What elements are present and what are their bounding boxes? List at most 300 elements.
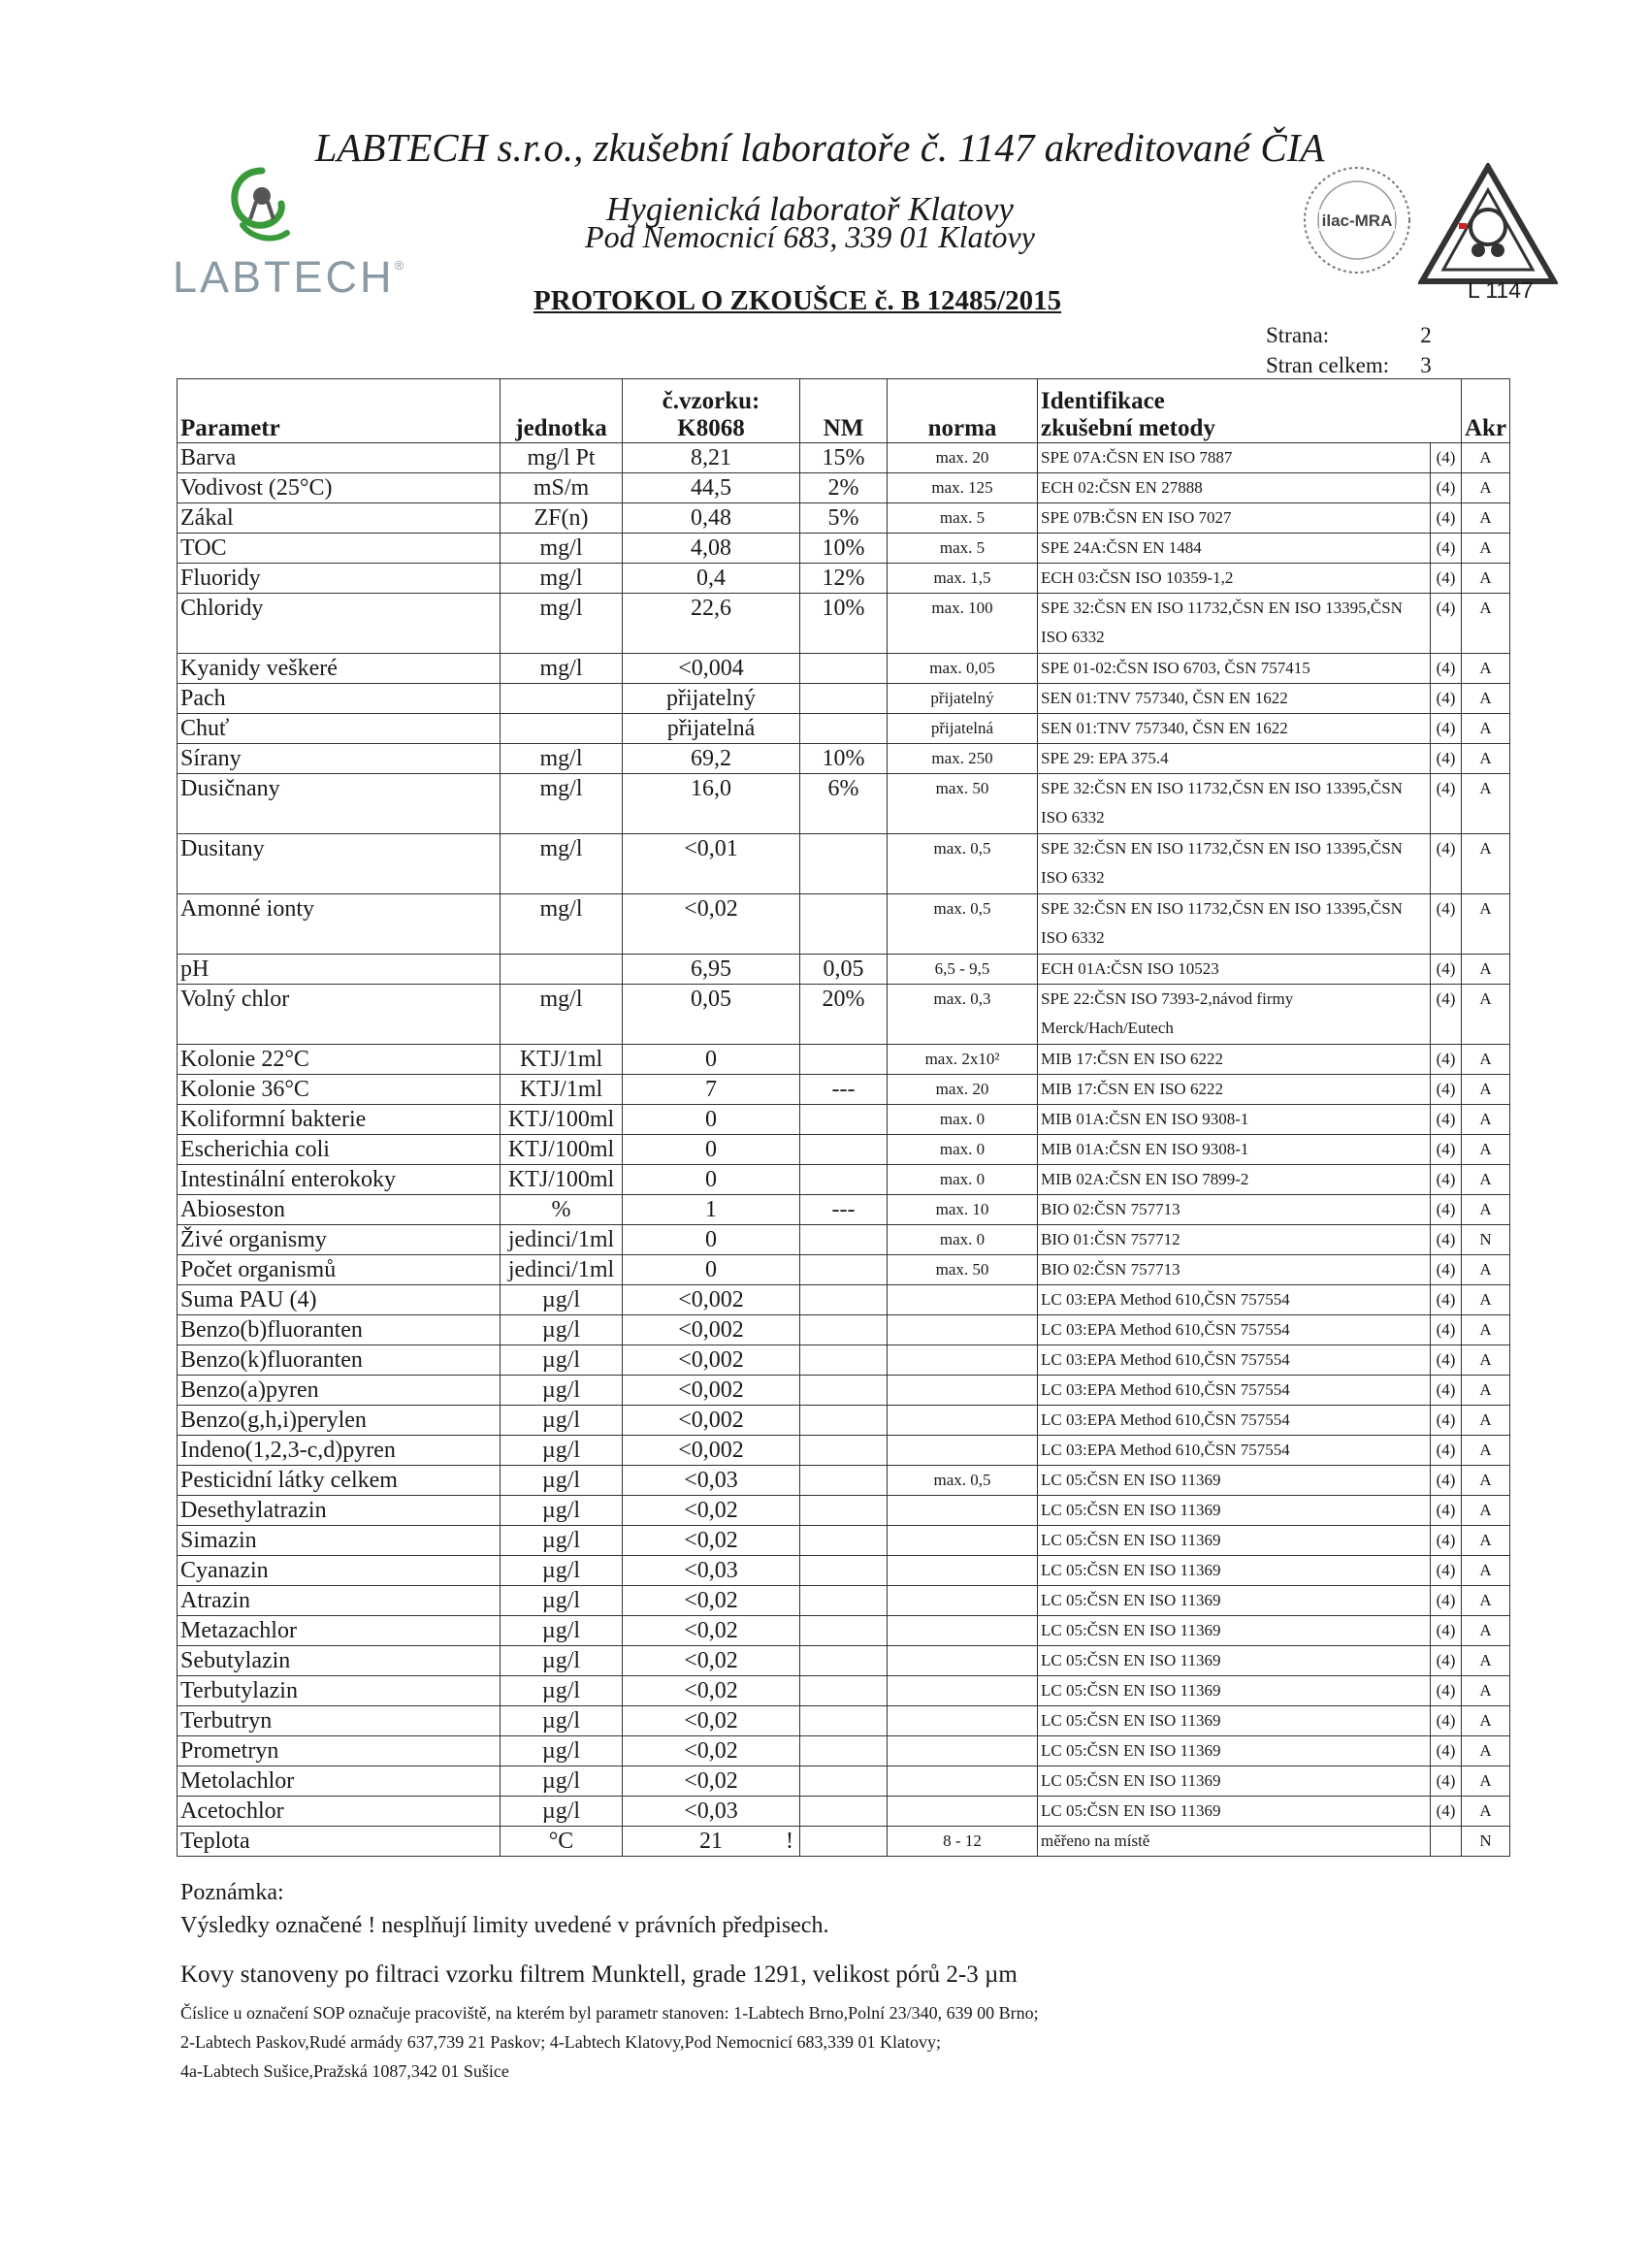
cell-jednotka: µg/l: [501, 1766, 623, 1797]
cell-norma: [888, 1436, 1038, 1466]
cell-jednotka: mg/l: [501, 834, 623, 894]
cell-akr: A: [1462, 1646, 1510, 1676]
cell-value: <0,03: [623, 1797, 800, 1827]
cell-nm: [800, 1586, 888, 1616]
cell-akr: A: [1462, 1195, 1510, 1225]
cell-parametr: Fluoridy: [178, 564, 501, 594]
cell-akr: A: [1462, 1315, 1510, 1345]
cell-jednotka: µg/l: [501, 1496, 623, 1526]
total-pages-value: 3: [1420, 353, 1432, 377]
table-row: [178, 1586, 1510, 1616]
cell-nm: [800, 1345, 888, 1376]
cell-norma: max. 50: [888, 1255, 1038, 1285]
cell-norma: [888, 1676, 1038, 1706]
cell-lab: (4): [1431, 684, 1462, 714]
table-row: [178, 1255, 1510, 1285]
cell-akr: A: [1462, 1376, 1510, 1406]
cell-akr: A: [1462, 1496, 1510, 1526]
cell-lab: (4): [1431, 744, 1462, 774]
cell-parametr: Sírany: [178, 744, 501, 774]
cell-lab: (4): [1431, 894, 1462, 955]
cell-jednotka: jedinci/1ml: [501, 1255, 623, 1285]
cell-norma: [888, 1646, 1038, 1676]
cell-lab: (4): [1431, 1616, 1462, 1646]
table-row: [178, 1165, 1510, 1195]
cell-norma: [888, 1766, 1038, 1797]
cell-norma: max. 100: [888, 594, 1038, 654]
cell-parametr: Intestinální enterokoky: [178, 1165, 501, 1195]
cell-method: MIB 01A:ČSN EN ISO 9308-1: [1038, 1105, 1431, 1135]
cell-norma: přijatelný: [888, 684, 1038, 714]
cell-nm: 2%: [800, 473, 888, 503]
cell-nm: [800, 1045, 888, 1075]
cell-akr: A: [1462, 1706, 1510, 1736]
cell-norma: max. 0: [888, 1225, 1038, 1255]
table-body: [178, 443, 1510, 1857]
cell-nm: [800, 1766, 888, 1797]
cell-jednotka: µg/l: [501, 1676, 623, 1706]
cell-norma: přijatelná: [888, 714, 1038, 744]
cell-parametr: Terbutryn: [178, 1706, 501, 1736]
cell-akr: A: [1462, 594, 1510, 654]
cell-parametr: Kolonie 22°C: [178, 1045, 501, 1075]
cell-parametr: pH: [178, 955, 501, 985]
cell-akr: A: [1462, 1406, 1510, 1436]
table-row: [178, 985, 1510, 1045]
cell-value: 16,0: [623, 774, 800, 834]
cell-parametr: Benzo(a)pyren: [178, 1376, 501, 1406]
cell-parametr: Atrazin: [178, 1586, 501, 1616]
cell-method: LC 05:ČSN EN ISO 11369: [1038, 1797, 1431, 1827]
cell-jednotka: mS/m: [501, 473, 623, 503]
cell-akr: A: [1462, 1466, 1510, 1496]
table-row: [178, 1676, 1510, 1706]
cell-value: <0,02: [623, 1766, 800, 1797]
cell-value: 0: [623, 1135, 800, 1165]
cell-value: <0,02: [623, 1676, 800, 1706]
table-header-row: [178, 379, 1510, 443]
table-row: [178, 774, 1510, 834]
cell-value: <0,002: [623, 1436, 800, 1466]
cell-lab: (4): [1431, 1376, 1462, 1406]
cell-lab: (4): [1431, 1165, 1462, 1195]
cell-jednotka: ZF(n): [501, 503, 623, 534]
cell-method: SPE 24A:ČSN EN 1484: [1038, 534, 1431, 564]
header-norma: norma: [888, 379, 1038, 443]
cell-method: MIB 02A:ČSN EN ISO 7899-2: [1038, 1165, 1431, 1195]
cell-nm: [800, 1225, 888, 1255]
cell-parametr: Dusitany: [178, 834, 501, 894]
cell-jednotka: µg/l: [501, 1586, 623, 1616]
cell-nm: [800, 1526, 888, 1556]
cell-nm: 15%: [800, 443, 888, 473]
header-parametr: Parametr: [178, 379, 501, 443]
cell-value: přijatelná: [623, 714, 800, 744]
total-pages-label: Stran celkem:: [1266, 353, 1390, 377]
cell-lab: (4): [1431, 985, 1462, 1045]
cell-nm: [800, 1706, 888, 1736]
cell-method: LC 03:EPA Method 610,ČSN 757554: [1038, 1436, 1431, 1466]
table-row: [178, 1376, 1510, 1406]
cell-norma: [888, 1345, 1038, 1376]
cell-method: LC 05:ČSN EN ISO 11369: [1038, 1676, 1431, 1706]
cell-value: 44,5: [623, 473, 800, 503]
cell-value: 4,08: [623, 534, 800, 564]
cell-jednotka: [501, 714, 623, 744]
cell-parametr: Sebutylazin: [178, 1646, 501, 1676]
cell-lab: (4): [1431, 1766, 1462, 1797]
page-info: [1266, 320, 1440, 380]
cell-norma: max. 250: [888, 744, 1038, 774]
cell-jednotka: KTJ/1ml: [501, 1075, 623, 1105]
cell-lab: (4): [1431, 1195, 1462, 1225]
cell-jednotka: µg/l: [501, 1736, 623, 1766]
cell-value: <0,002: [623, 1315, 800, 1345]
cell-parametr: Chuť: [178, 714, 501, 744]
cell-method: BIO 02:ČSN 757713: [1038, 1195, 1431, 1225]
cell-parametr: Koliformní bakterie: [178, 1105, 501, 1135]
cell-jednotka: jedinci/1ml: [501, 1225, 623, 1255]
table-row: [178, 1496, 1510, 1526]
cell-value: 6,95: [623, 955, 800, 985]
cell-nm: [800, 1496, 888, 1526]
cell-jednotka: µg/l: [501, 1797, 623, 1827]
notes-line-5: 4a-Labtech Sušice,Pražská 1087,342 01 Sušice: [180, 2061, 509, 2081]
cell-nm: 10%: [800, 744, 888, 774]
cell-norma: max. 0,05: [888, 654, 1038, 684]
cell-norma: max. 0,5: [888, 1466, 1038, 1496]
cell-nm: [800, 1255, 888, 1285]
cell-jednotka: mg/l: [501, 744, 623, 774]
cell-value: <0,01: [623, 834, 800, 894]
cell-akr: A: [1462, 714, 1510, 744]
cell-parametr: Suma PAU (4): [178, 1285, 501, 1315]
cell-parametr: Teplota: [178, 1827, 501, 1857]
cell-norma: [888, 1616, 1038, 1646]
cell-akr: A: [1462, 1105, 1510, 1135]
cell-norma: max. 50: [888, 774, 1038, 834]
cell-lab: (4): [1431, 1646, 1462, 1676]
cell-method: BIO 01:ČSN 757712: [1038, 1225, 1431, 1255]
cell-method: LC 05:ČSN EN ISO 11369: [1038, 1766, 1431, 1797]
cell-norma: max. 1,5: [888, 564, 1038, 594]
cell-lab: (4): [1431, 1255, 1462, 1285]
cell-jednotka: KTJ/100ml: [501, 1135, 623, 1165]
cell-akr: A: [1462, 1526, 1510, 1556]
cell-akr: A: [1462, 503, 1510, 534]
table-row: [178, 714, 1510, 744]
cell-parametr: Benzo(g,h,i)perylen: [178, 1406, 501, 1436]
cell-norma: [888, 1496, 1038, 1526]
cell-method: ECH 03:ČSN ISO 10359-1,2: [1038, 564, 1431, 594]
lab-title: LABTECH s.r.o., zkušební laboratoře č. 1147 akreditované ČIA: [314, 125, 1325, 170]
cell-lab: (4): [1431, 1496, 1462, 1526]
header-sample: č.vzorku: K8068: [623, 379, 800, 443]
cell-parametr: Benzo(k)fluoranten: [178, 1345, 501, 1376]
cell-nm: 6%: [800, 774, 888, 834]
cell-lab: (4): [1431, 1466, 1462, 1496]
cell-norma: [888, 1315, 1038, 1345]
cell-value: <0,02: [623, 1646, 800, 1676]
cell-method: SPE 22:ČSN ISO 7393-2,návod firmy Merck/Hach/Eutech: [1038, 985, 1431, 1045]
cell-nm: [800, 1105, 888, 1135]
cell-lab: (4): [1431, 534, 1462, 564]
cell-jednotka: mg/l Pt: [501, 443, 623, 473]
cell-jednotka: µg/l: [501, 1436, 623, 1466]
cell-lab: (4): [1431, 503, 1462, 534]
cell-nm: [800, 654, 888, 684]
cell-nm: [800, 1827, 888, 1857]
table-row: [178, 1345, 1510, 1376]
cell-norma: max. 5: [888, 534, 1038, 564]
cell-jednotka: %: [501, 1195, 623, 1225]
table-row: [178, 443, 1510, 473]
cell-lab: (4): [1431, 1526, 1462, 1556]
cell-lab: (4): [1431, 1315, 1462, 1345]
cell-jednotka: µg/l: [501, 1376, 623, 1406]
header-akr: Akr: [1462, 379, 1510, 443]
cell-akr: N: [1462, 1225, 1510, 1255]
cell-akr: A: [1462, 985, 1510, 1045]
cell-lab: (4): [1431, 1075, 1462, 1105]
table-row: [178, 1827, 1510, 1857]
table-row: [178, 1195, 1510, 1225]
table-row: [178, 1436, 1510, 1466]
lab-name: Hygienická laboratoř Klatovy: [606, 190, 1014, 228]
cell-lab: (4): [1431, 1586, 1462, 1616]
cell-jednotka: mg/l: [501, 774, 623, 834]
cell-parametr: Zákal: [178, 503, 501, 534]
cell-lab: [1431, 1827, 1462, 1857]
cell-parametr: Pach: [178, 684, 501, 714]
cell-method: LC 05:ČSN EN ISO 11369: [1038, 1586, 1431, 1616]
cell-lab: (4): [1431, 1556, 1462, 1586]
results-table: [177, 378, 1510, 1857]
cell-norma: 8 - 12: [888, 1827, 1038, 1857]
cell-jednotka: µg/l: [501, 1706, 623, 1736]
cell-value: <0,02: [623, 1586, 800, 1616]
cell-norma: max. 2x10²: [888, 1045, 1038, 1075]
cell-method: LC 05:ČSN EN ISO 11369: [1038, 1616, 1431, 1646]
cell-method: LC 03:EPA Method 610,ČSN 757554: [1038, 1285, 1431, 1315]
ilac-mra-seal-icon: [1300, 163, 1414, 277]
cell-value: 7: [623, 1075, 800, 1105]
notes-label: Poznámka:: [180, 1880, 284, 1905]
table-row: [178, 1706, 1510, 1736]
header-jednotka: jednotka: [501, 379, 623, 443]
cell-nm: 5%: [800, 503, 888, 534]
cell-method: LC 03:EPA Method 610,ČSN 757554: [1038, 1406, 1431, 1436]
cell-lab: (4): [1431, 1436, 1462, 1466]
cia-accreditation-seal-icon: [1418, 163, 1558, 285]
page-value: 2: [1420, 323, 1432, 347]
cell-norma: 6,5 - 9,5: [888, 955, 1038, 985]
table-row: [178, 1556, 1510, 1586]
cell-norma: max. 0,3: [888, 985, 1038, 1045]
cell-value: <0,02: [623, 1496, 800, 1526]
limit-exceeded-flag: !: [786, 1829, 793, 1854]
cell-akr: A: [1462, 1165, 1510, 1195]
cell-akr: A: [1462, 534, 1510, 564]
cell-norma: max. 10: [888, 1195, 1038, 1225]
cell-lab: (4): [1431, 564, 1462, 594]
cell-jednotka: µg/l: [501, 1526, 623, 1556]
cell-value: přijatelný: [623, 684, 800, 714]
cell-method: LC 05:ČSN EN ISO 11369: [1038, 1646, 1431, 1676]
cell-method: SEN 01:TNV 757340, ČSN EN 1622: [1038, 714, 1431, 744]
cell-norma: max. 0: [888, 1165, 1038, 1195]
cell-akr: A: [1462, 955, 1510, 985]
cell-jednotka: KTJ/100ml: [501, 1105, 623, 1135]
cell-value: 0: [623, 1165, 800, 1195]
table-row: [178, 503, 1510, 534]
table-row: [178, 1135, 1510, 1165]
cell-akr: A: [1462, 1676, 1510, 1706]
cell-nm: [800, 684, 888, 714]
cell-value: <0,002: [623, 1376, 800, 1406]
cell-nm: ---: [800, 1195, 888, 1225]
cell-akr: A: [1462, 1045, 1510, 1075]
cell-parametr: Indeno(1,2,3-c,d)pyren: [178, 1436, 501, 1466]
cell-lab: (4): [1431, 1105, 1462, 1135]
cell-parametr: Terbutylazin: [178, 1676, 501, 1706]
cell-lab: (4): [1431, 473, 1462, 503]
cell-method: LC 05:ČSN EN ISO 11369: [1038, 1466, 1431, 1496]
cell-akr: A: [1462, 443, 1510, 473]
cell-akr: A: [1462, 1616, 1510, 1646]
cell-norma: max. 5: [888, 503, 1038, 534]
cell-lab: (4): [1431, 714, 1462, 744]
cell-jednotka: µg/l: [501, 1466, 623, 1496]
cell-method: SPE 32:ČSN EN ISO 11732,ČSN EN ISO 13395,ČSN ISO 6332: [1038, 894, 1431, 955]
cell-akr: A: [1462, 654, 1510, 684]
table-row: [178, 1285, 1510, 1315]
cell-akr: A: [1462, 894, 1510, 955]
cell-norma: [888, 1706, 1038, 1736]
cell-jednotka: mg/l: [501, 594, 623, 654]
cell-parametr: Barva: [178, 443, 501, 473]
cell-method: ECH 02:ČSN EN 27888: [1038, 473, 1431, 503]
cell-nm: [800, 1736, 888, 1766]
cell-value: 1: [623, 1195, 800, 1225]
cell-method: SPE 32:ČSN EN ISO 11732,ČSN EN ISO 13395,ČSN ISO 6332: [1038, 594, 1431, 654]
cell-method: SPE 32:ČSN EN ISO 11732,ČSN EN ISO 13395,ČSN ISO 6332: [1038, 774, 1431, 834]
cell-value: 0: [623, 1105, 800, 1135]
cell-norma: max. 0: [888, 1105, 1038, 1135]
table-row: [178, 1466, 1510, 1496]
cell-nm: 10%: [800, 534, 888, 564]
cell-value: 0: [623, 1225, 800, 1255]
cell-method: MIB 17:ČSN EN ISO 6222: [1038, 1075, 1431, 1105]
cell-method: SEN 01:TNV 757340, ČSN EN 1622: [1038, 684, 1431, 714]
notes: [180, 1876, 828, 1942]
table-row: [178, 534, 1510, 564]
cell-jednotka: µg/l: [501, 1285, 623, 1315]
cell-method: LC 05:ČSN EN ISO 11369: [1038, 1736, 1431, 1766]
cell-akr: A: [1462, 473, 1510, 503]
cell-method: LC 03:EPA Method 610,ČSN 757554: [1038, 1345, 1431, 1376]
table-row: [178, 1797, 1510, 1827]
cell-akr: A: [1462, 1075, 1510, 1105]
cell-norma: [888, 1526, 1038, 1556]
cell-akr: N: [1462, 1827, 1510, 1857]
cell-norma: max. 20: [888, 443, 1038, 473]
cell-norma: [888, 1556, 1038, 1586]
cell-nm: [800, 1315, 888, 1345]
cell-norma: [888, 1285, 1038, 1315]
cell-method: LC 05:ČSN EN ISO 11369: [1038, 1556, 1431, 1586]
cell-value: 22,6: [623, 594, 800, 654]
cell-nm: [800, 1376, 888, 1406]
cell-value: 0: [623, 1255, 800, 1285]
table-row: [178, 1045, 1510, 1075]
notes-line-2: Kovy stanoveny po filtraci vzorku filtrem Munktell, grade 1291, velikost pórů 2-3 µm: [180, 1961, 1018, 1988]
cell-method: MIB 01A:ČSN EN ISO 9308-1: [1038, 1135, 1431, 1165]
cell-method: LC 03:EPA Method 610,ČSN 757554: [1038, 1376, 1431, 1406]
cell-value: <0,03: [623, 1556, 800, 1586]
cell-parametr: Benzo(b)fluoranten: [178, 1315, 501, 1345]
table-row: [178, 955, 1510, 985]
cell-value: <0,02: [623, 1706, 800, 1736]
table-row: [178, 594, 1510, 654]
cell-jednotka: KTJ/100ml: [501, 1165, 623, 1195]
cell-nm: 20%: [800, 985, 888, 1045]
cell-method: SPE 07B:ČSN EN ISO 7027: [1038, 503, 1431, 534]
table-row: [178, 1105, 1510, 1135]
cell-value: <0,002: [623, 1345, 800, 1376]
cell-nm: [800, 714, 888, 744]
cell-akr: A: [1462, 1255, 1510, 1285]
cell-akr: A: [1462, 1736, 1510, 1766]
cell-jednotka: °C: [501, 1827, 623, 1857]
cell-nm: 10%: [800, 594, 888, 654]
cell-value: <0,02: [623, 1526, 800, 1556]
cell-akr: A: [1462, 1556, 1510, 1586]
table-row: [178, 1766, 1510, 1797]
cell-lab: (4): [1431, 1345, 1462, 1376]
protocol-title: PROTOKOL O ZKOUŠCE č. B 12485/2015: [534, 285, 1062, 316]
cell-parametr: Metazachlor: [178, 1616, 501, 1646]
notes-line-1: Výsledky označené ! nesplňují limity uvedené v právních předpisech.: [180, 1913, 829, 1938]
cell-parametr: Acetochlor: [178, 1797, 501, 1827]
cell-jednotka: mg/l: [501, 654, 623, 684]
cell-nm: [800, 1466, 888, 1496]
table-row: [178, 1406, 1510, 1436]
cell-norma: max. 125: [888, 473, 1038, 503]
table-row: [178, 654, 1510, 684]
cell-akr: A: [1462, 834, 1510, 894]
cell-norma: max. 0,5: [888, 834, 1038, 894]
cell-jednotka: [501, 684, 623, 714]
cell-method: SPE 29: EPA 375.4: [1038, 744, 1431, 774]
cell-nm: [800, 834, 888, 894]
cell-parametr: Vodivost (25°C): [178, 473, 501, 503]
cell-jednotka: KTJ/1ml: [501, 1045, 623, 1075]
cell-parametr: Cyanazin: [178, 1556, 501, 1586]
cell-nm: 12%: [800, 564, 888, 594]
header-nm: NM: [800, 379, 888, 443]
cell-lab: (4): [1431, 594, 1462, 654]
cell-lab: (4): [1431, 834, 1462, 894]
cell-parametr: Živé organismy: [178, 1225, 501, 1255]
table-row: [178, 1526, 1510, 1556]
cell-value: [623, 1827, 800, 1857]
cell-parametr: Escherichia coli: [178, 1135, 501, 1165]
cell-parametr: Simazin: [178, 1526, 501, 1556]
cell-nm: [800, 1797, 888, 1827]
cell-nm: ---: [800, 1075, 888, 1105]
cell-jednotka: µg/l: [501, 1556, 623, 1586]
